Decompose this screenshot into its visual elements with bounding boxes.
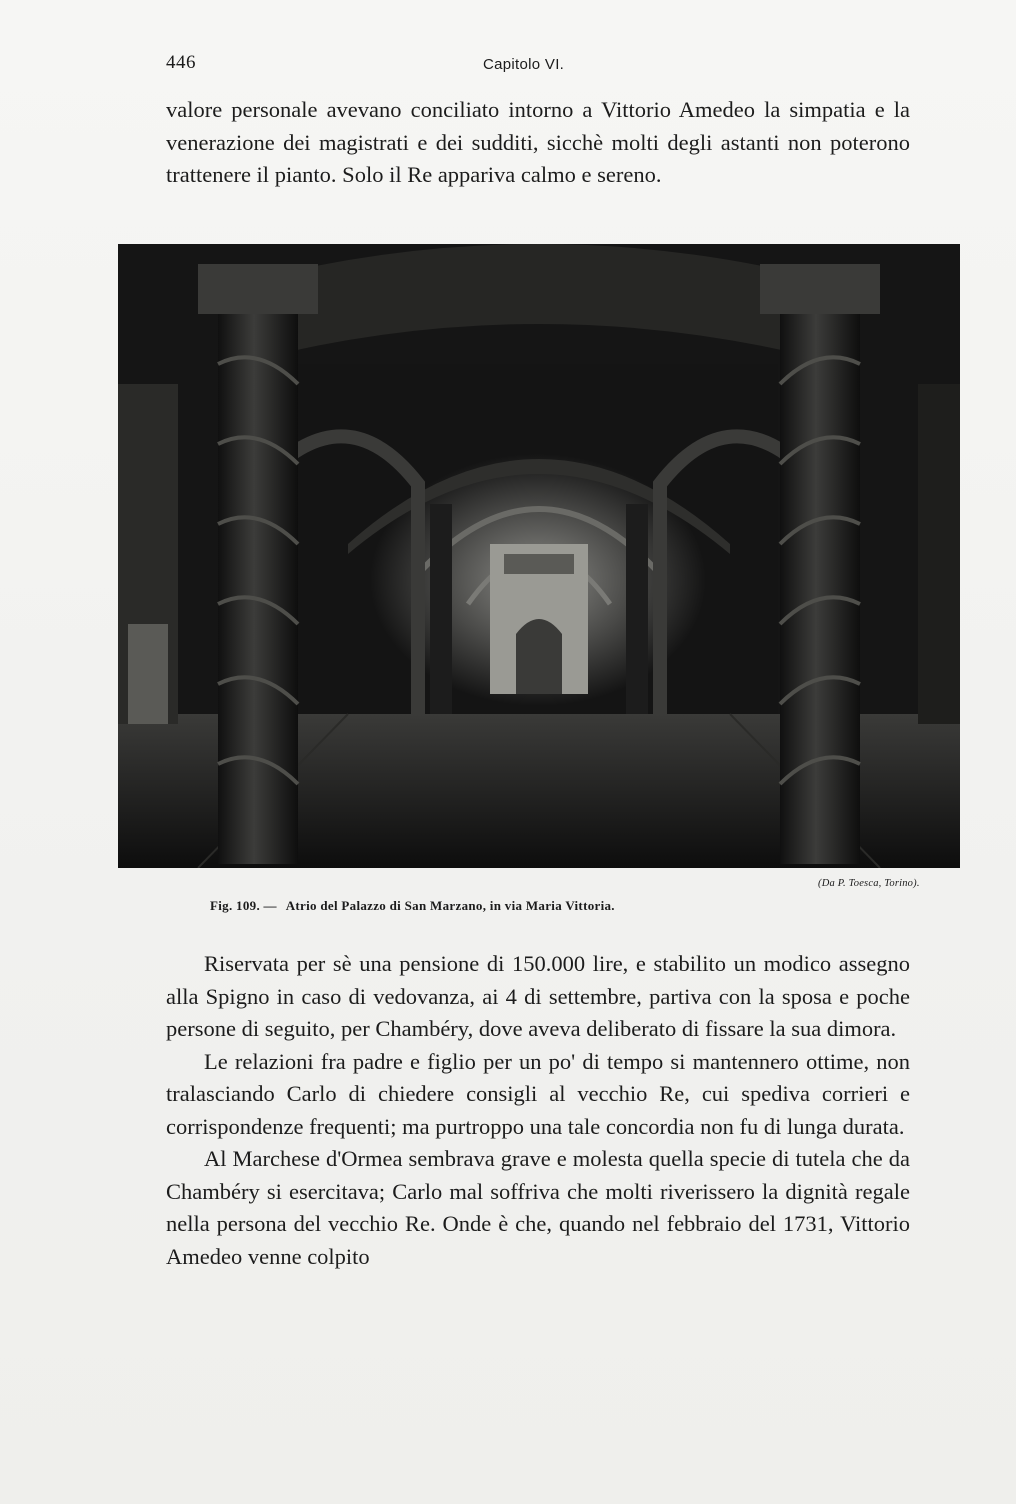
page-number: 446 bbox=[166, 52, 196, 73]
figure-caption: Atrio del Palazzo di San Marzano, in via Maria Vittoria. bbox=[285, 898, 615, 913]
paragraph-top: valore personale avevano conciliato intorno a Vittorio Amedeo la simpatia e la venerazione dei magistrati e dei sudditi, sicchè molti degli astanti non poterono trattenere il pianto. Solo il Re appariva calmo e sereno. bbox=[166, 97, 910, 187]
body-paragraphs bbox=[166, 948, 910, 1273]
running-head: Capitolo VI. bbox=[483, 56, 565, 73]
paragraph: Le relazioni fra padre e figlio per un po' di tempo si mantennero ottime, non tralasciando Carlo di chiedere consigli al vecchio Re, cui spediva corrieri e corrispondenze frequenti; ma purtroppo una tale concordia non fu di lunga durata. bbox=[166, 1048, 910, 1139]
atrium-photo-illustration bbox=[118, 244, 960, 868]
figure-photograph bbox=[118, 244, 960, 868]
figure-credit: (Da P. Toesca, Torino). bbox=[818, 878, 920, 889]
figure-label: Fig. 109. — bbox=[210, 898, 277, 913]
paragraph: Al Marchese d'Ormea sembrava grave e molesta quella specie di tutela che da Chambéry si esercitava; Carlo mal soffriva che molti riverissero la dignità regale nella persona del vecchio Re. Onde è che, quando nel febbraio del 1731, Vittorio Amedeo venne colpito bbox=[166, 1146, 910, 1269]
paragraph: Riservata per sè una pensione di 150.000 lire, e stabilito un modico assegno alla Spigno in caso di vedovanza, ai 4 di settembre, partiva con la sposa e poche persone di seguito, per Chambéry, dove aveva deliberato di fissare la sua dimora. bbox=[166, 951, 910, 1041]
figure-caption-line bbox=[210, 898, 615, 914]
